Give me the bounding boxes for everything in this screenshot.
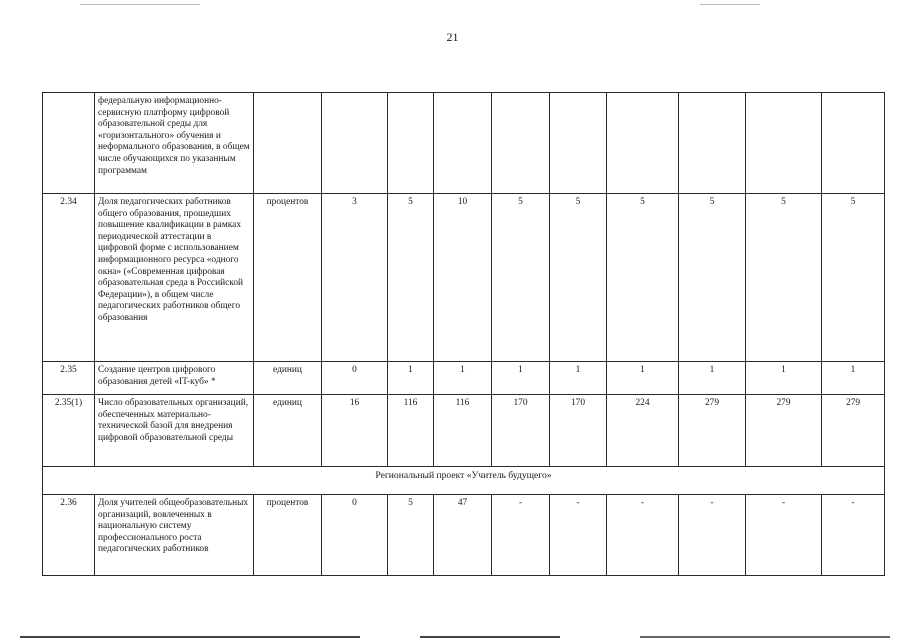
scan-artifact-bottom-far-right: [640, 636, 890, 638]
value-cell: 279: [746, 395, 822, 467]
table-row: [43, 362, 885, 395]
value-cell: 3: [322, 194, 388, 362]
value-cell: 224: [607, 395, 679, 467]
value-cell: [492, 93, 550, 194]
row-number-cell: 2.34: [43, 194, 95, 362]
indicator-name-cell: Доля педагогических работников общего образования, прошедших повышение квалификации в рамках периодической аттестации в цифровой форме с использованием информационного ресурса «одного окна» («Современная цифровая образовательная среда в Российской Федерации»), в общем числе педагогических работников общего образования: [95, 194, 254, 362]
value-cell: 1: [822, 362, 885, 395]
page-number: 21: [446, 30, 459, 44]
scan-artifact-top-right: [700, 4, 760, 5]
value-cell: [607, 93, 679, 194]
value-cell: 116: [388, 395, 434, 467]
indicator-name-cell: Доля учителей общеобразовательных организаций, вовлеченных в национальную систему профессионального роста педагогических работников: [95, 495, 254, 576]
value-cell: 279: [822, 395, 885, 467]
value-cell: [388, 93, 434, 194]
table-row: [43, 194, 885, 362]
row-number-cell: 2.35(1): [43, 395, 95, 467]
value-cell: 5: [388, 495, 434, 576]
value-cell: -: [492, 495, 550, 576]
indicator-name-cell: Число образовательных организаций, обеспеченных материально-технической базой для внедрения цифровой образовательной среды: [95, 395, 254, 467]
indicator-name-cell: Создание центров цифрового образования детей «IT-куб» *: [95, 362, 254, 395]
unit-cell: процентов: [254, 495, 322, 576]
value-cell: -: [746, 495, 822, 576]
value-cell: 47: [434, 495, 492, 576]
unit-cell: единиц: [254, 395, 322, 467]
unit-cell: процентов: [254, 194, 322, 362]
value-cell: 1: [492, 362, 550, 395]
value-cell: 170: [550, 395, 607, 467]
value-cell: 5: [746, 194, 822, 362]
unit-cell: единиц: [254, 362, 322, 395]
value-cell: 1: [388, 362, 434, 395]
unit-cell: [254, 93, 322, 194]
value-cell: 170: [492, 395, 550, 467]
value-cell: 0: [322, 362, 388, 395]
table-row: [43, 495, 885, 576]
row-number-cell: [43, 93, 95, 194]
value-cell: 1: [679, 362, 746, 395]
value-cell: [746, 93, 822, 194]
value-cell: [322, 93, 388, 194]
value-cell: -: [822, 495, 885, 576]
section-title: Региональный проект «Учитель будущего»: [43, 467, 885, 495]
row-number-cell: 2.36: [43, 495, 95, 576]
value-cell: 0: [322, 495, 388, 576]
indicators-table: [42, 92, 885, 576]
value-cell: 1: [607, 362, 679, 395]
row-number-cell: 2.35: [43, 362, 95, 395]
value-cell: -: [679, 495, 746, 576]
value-cell: 5: [550, 194, 607, 362]
value-cell: -: [607, 495, 679, 576]
value-cell: 1: [434, 362, 492, 395]
value-cell: 5: [492, 194, 550, 362]
value-cell: 5: [607, 194, 679, 362]
value-cell: [679, 93, 746, 194]
value-cell: 5: [679, 194, 746, 362]
value-cell: [822, 93, 885, 194]
table-row: [43, 395, 885, 467]
value-cell: 10: [434, 194, 492, 362]
value-cell: 279: [679, 395, 746, 467]
value-cell: 16: [322, 395, 388, 467]
table-row: [43, 93, 885, 194]
value-cell: [434, 93, 492, 194]
section-header-row: [43, 467, 885, 495]
value-cell: [550, 93, 607, 194]
value-cell: 5: [388, 194, 434, 362]
value-cell: -: [550, 495, 607, 576]
value-cell: 5: [822, 194, 885, 362]
scan-artifact-bottom-right: [420, 636, 560, 638]
scan-artifact-top-left: [80, 4, 200, 5]
value-cell: 116: [434, 395, 492, 467]
value-cell: 1: [550, 362, 607, 395]
scan-artifact-bottom: [20, 636, 360, 638]
value-cell: 1: [746, 362, 822, 395]
indicator-name-cell: федеральную информационно-сервисную платформу цифровой образовательной среды для «горизонтального» обучения и неформального образования, в общем числе обучающихся по указанным программам: [95, 93, 254, 194]
